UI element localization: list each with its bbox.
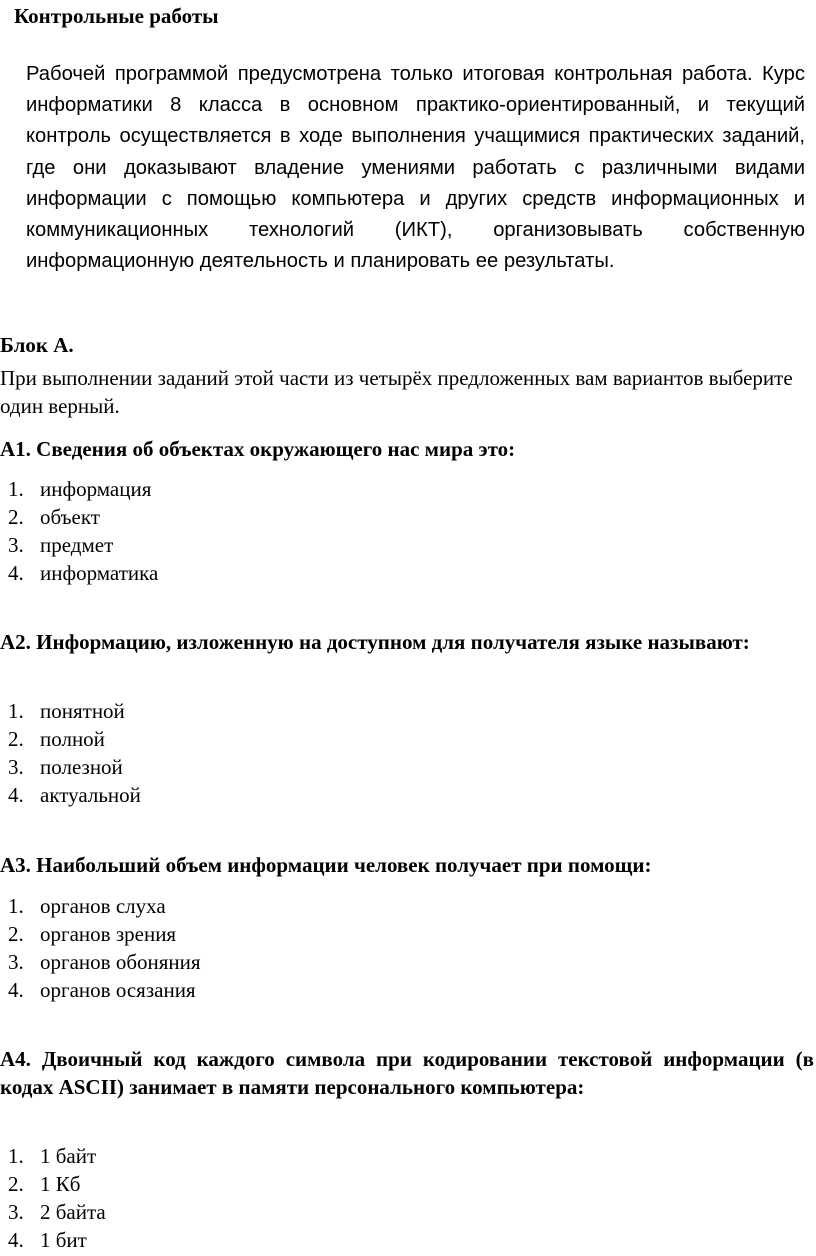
option-number: 1.: [8, 894, 24, 918]
option-number: 4.: [8, 561, 24, 585]
option-text: полезной: [40, 755, 123, 779]
option-number: 3.: [8, 1200, 24, 1224]
question-a2: А2. Информацию, изложенную на доступном для получателя языке называют:: [0, 630, 750, 654]
block-instructions: При выполнении заданий этой части из четырёх предложенных вам вариантов выберите один верный.: [0, 366, 793, 418]
option-text: полной: [40, 727, 105, 751]
question-a4: А4. Двоичный код каждого символа при кодировании текстовой информации (в кодах ASCII) занимает в памяти персонального компьютера:: [0, 1047, 814, 1099]
option-text: понятной: [40, 699, 125, 723]
option-text: органов обоняния: [40, 950, 201, 974]
option-number: 3.: [8, 755, 24, 779]
option-number: 2.: [8, 922, 24, 946]
block-title: Блок А.: [0, 333, 74, 357]
option-number: 4.: [8, 783, 24, 807]
option-text: органов зрения: [40, 922, 177, 946]
option-text: 1 бит: [40, 1228, 87, 1252]
option-number: 1.: [8, 1144, 24, 1168]
option-number: 2.: [8, 1172, 24, 1196]
intro-paragraph: Рабочей программой предусмотрена только итоговая контрольная работа. Курс информатики 8 класса в основном практико-ориентированный, и текущий контроль осуществляется в ходе выполнения учащимися практических заданий, где они доказывают владение умениями работать с различными видами информации с помощью компьютера и других средств информационных и коммуникационных технологий (ИКТ), организовывать собственную информационную деятельность и планировать ее результаты.: [26, 63, 805, 273]
option-text: предмет: [40, 533, 114, 557]
option-text: 1 байт: [40, 1144, 97, 1168]
option-number: 1.: [8, 477, 24, 501]
page-title: Контрольные работы: [14, 4, 219, 28]
question-a1: А1. Сведения об объектах окружающего нас мира это:: [0, 437, 516, 461]
option-number: 2.: [8, 727, 24, 751]
option-number: 1.: [8, 699, 24, 723]
option-text: органов слуха: [40, 894, 166, 918]
option-text: объект: [40, 505, 100, 529]
option-number: 3.: [8, 950, 24, 974]
option-text: органов осязания: [40, 978, 196, 1002]
option-text: 2 байта: [40, 1200, 106, 1224]
option-text: информатика: [40, 561, 159, 585]
question-a3: А3. Наибольший объем информации человек получает при помощи:: [0, 853, 652, 877]
option-number: 3.: [8, 533, 24, 557]
option-text: актуальной: [40, 783, 141, 807]
option-text: информация: [40, 477, 152, 501]
option-number: 4.: [8, 1228, 24, 1252]
option-text: 1 Кб: [40, 1172, 81, 1196]
option-number: 4.: [8, 978, 24, 1002]
option-number: 2.: [8, 505, 24, 529]
